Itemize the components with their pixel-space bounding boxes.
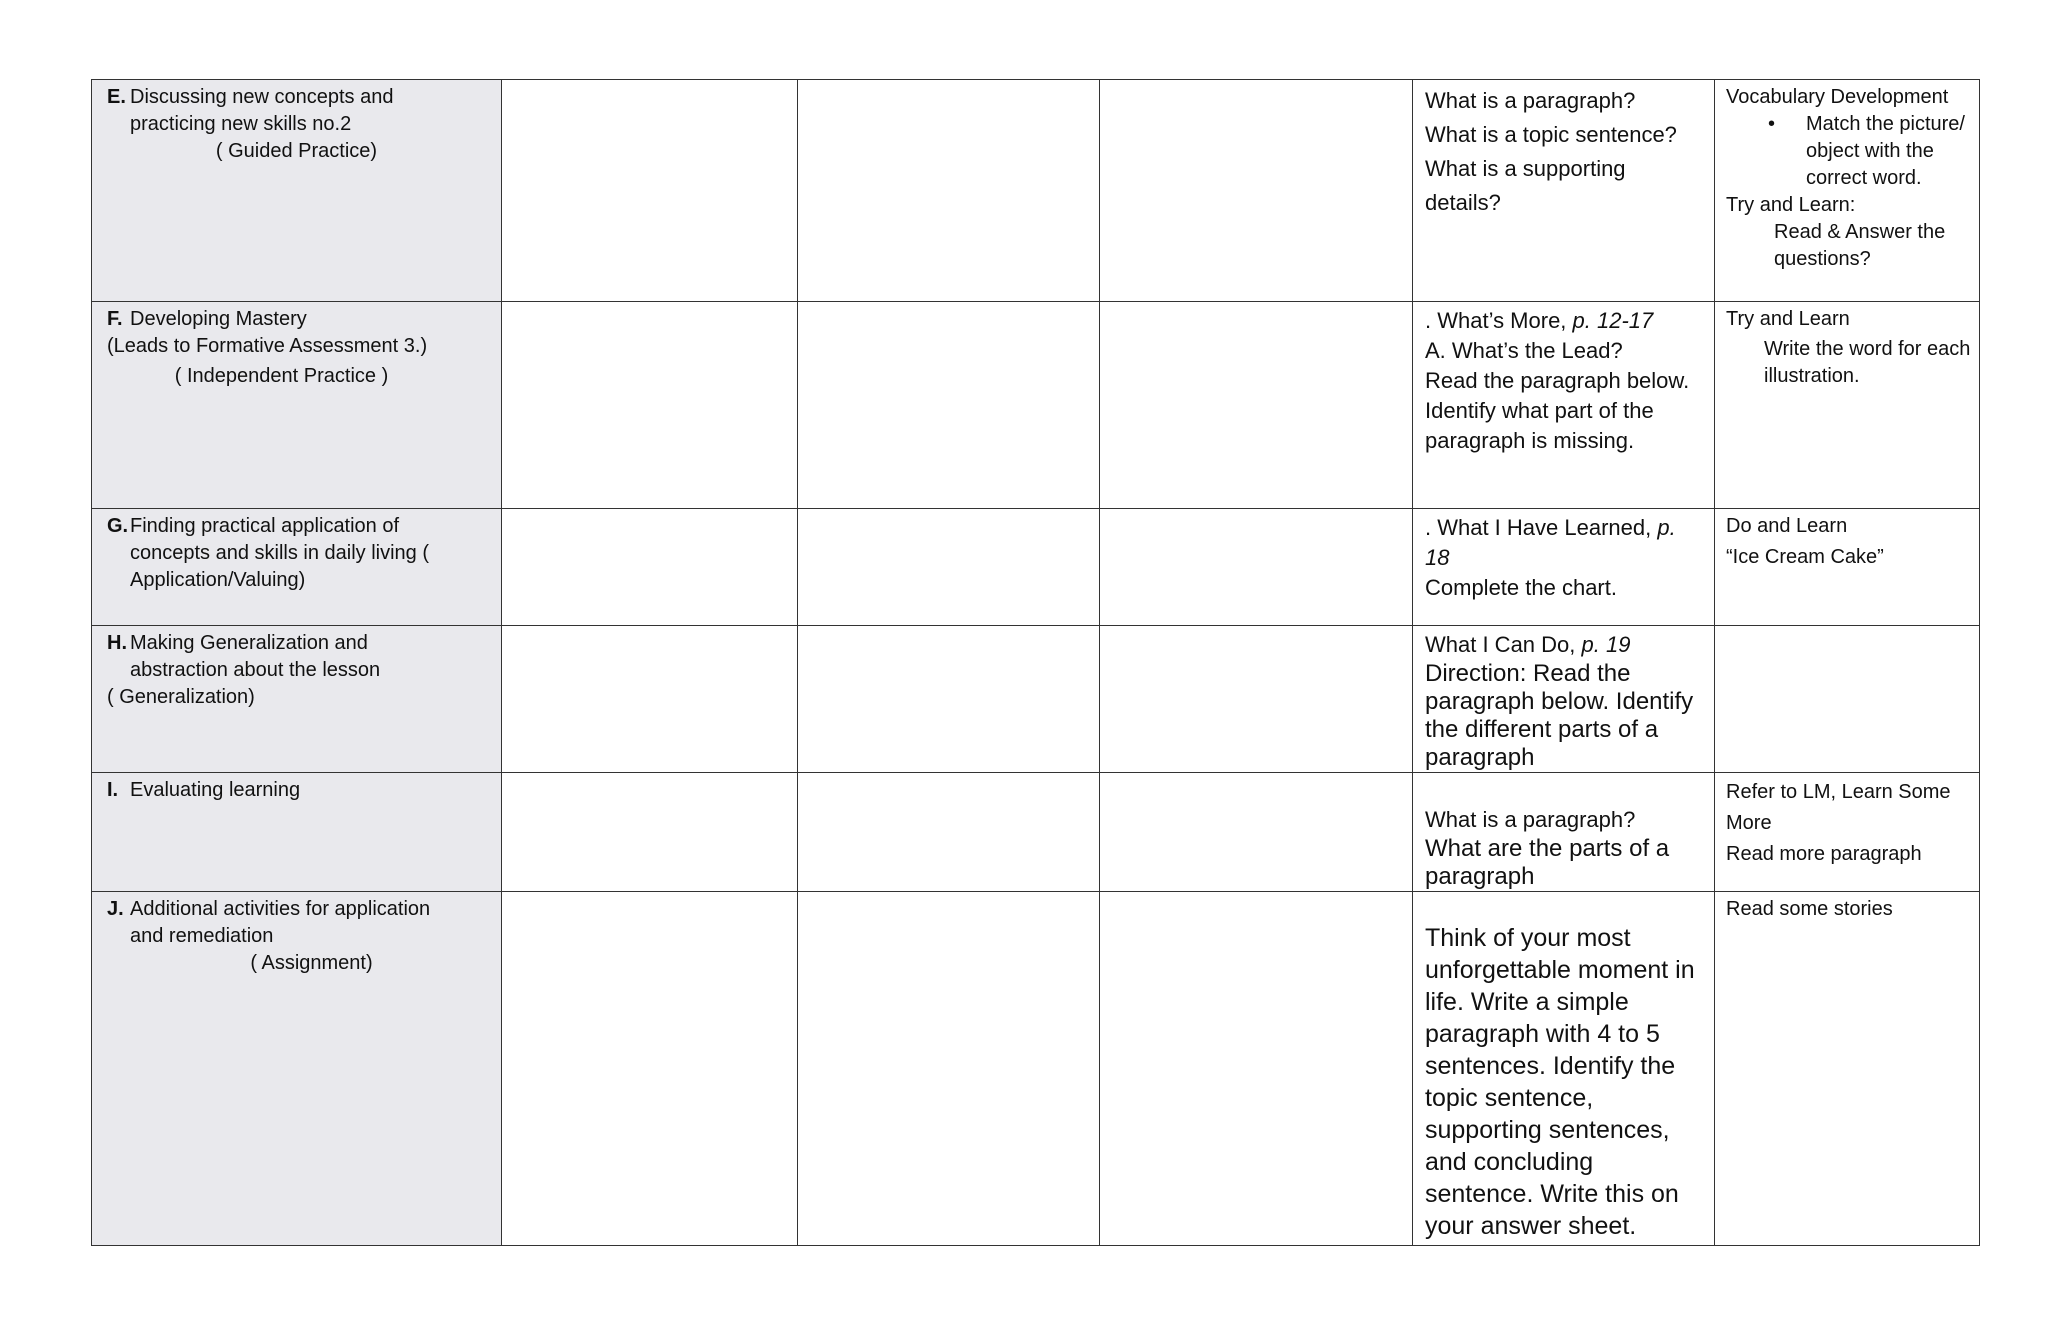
empty-cell	[502, 509, 798, 626]
notes-text: “Ice Cream Cake”	[1726, 546, 1884, 568]
notes-heading: Vocabulary Development	[1726, 86, 1949, 108]
procedure-label: Additional activities for application	[130, 898, 431, 920]
procedure-label: practicing new skills no.2	[130, 113, 352, 135]
activity-cell	[1413, 626, 1715, 773]
empty-cell	[1100, 80, 1413, 302]
empty-cell	[798, 302, 1100, 509]
procedure-label: Finding practical application of	[130, 515, 400, 537]
table-row	[92, 773, 1980, 892]
activity-text: What is a paragraph?	[1425, 807, 1636, 832]
activity-title: . What’s More, p. 12-17	[1425, 308, 1654, 333]
empty-cell	[502, 80, 798, 302]
procedure-label-cell	[92, 626, 502, 773]
activity-text: What is a topic sentence?	[1425, 122, 1677, 147]
notes-heading: Read some stories	[1726, 898, 1893, 920]
activity-text: What are the parts of a paragraph	[1425, 835, 1670, 890]
procedure-letter: E.	[107, 86, 126, 108]
empty-cell	[1100, 892, 1413, 1246]
activity-cell	[1413, 80, 1715, 302]
activity-text: Complete the chart.	[1425, 575, 1617, 600]
procedure-label: Discussing new concepts and	[130, 86, 394, 108]
table-row	[92, 302, 1980, 509]
activity-title: . What I Have Learned, p.	[1425, 515, 1676, 540]
procedure-label: ( Generalization)	[107, 686, 255, 708]
activity-cell	[1413, 302, 1715, 509]
procedure-label: and remediation	[130, 925, 274, 947]
empty-cell	[1100, 302, 1413, 509]
notes-heading: Refer to LM, Learn Some More	[1726, 781, 1951, 834]
procedure-label: ( Guided Practice)	[215, 140, 378, 162]
procedure-label: abstraction about the lesson	[130, 659, 381, 681]
procedure-label-cell	[92, 509, 502, 626]
table-row	[92, 626, 1980, 773]
activity-text: paragraph is missing.	[1425, 428, 1635, 453]
activity-cell	[1413, 509, 1715, 626]
notes-cell	[1715, 302, 1980, 509]
notes-heading: Try and Learn	[1726, 308, 1850, 330]
procedure-label-cell	[92, 302, 502, 509]
activity-cell	[1413, 892, 1715, 1246]
empty-cell	[502, 773, 798, 892]
procedure-letter: G.	[107, 515, 129, 537]
procedure-label: Application/Valuing)	[130, 569, 306, 591]
table-row	[92, 509, 1980, 626]
activity-title: What I Can Do, p. 19	[1425, 632, 1631, 657]
activity-text: What is a supporting	[1425, 156, 1626, 181]
activity-text: What is a paragraph?	[1425, 88, 1636, 113]
activity-text: Read the paragraph below.	[1425, 368, 1690, 393]
notes-cell	[1715, 80, 1980, 302]
notes-cell	[1715, 509, 1980, 626]
procedure-letter: J.	[107, 898, 124, 920]
table-row	[92, 80, 1980, 302]
table-row	[92, 892, 1980, 1246]
procedure-label-cell	[92, 773, 502, 892]
notes-heading: Do and Learn	[1726, 515, 1848, 537]
procedure-label: Developing Mastery	[130, 308, 307, 330]
procedure-label: Evaluating learning	[130, 779, 301, 801]
assignment-text: Think of your most unforgettable moment in life. Write a simple paragraph with 4 to 5 sentences. Identify the topic sentence, supporting sentences, and concluding sentence. Write this on your answer sheet.	[1425, 924, 1695, 1240]
procedure-label: Making Generalization and	[130, 632, 368, 654]
procedure-label-cell	[92, 892, 502, 1246]
procedure-letter: F.	[107, 308, 123, 330]
notes-cell	[1715, 773, 1980, 892]
empty-cell	[1100, 509, 1413, 626]
empty-cell	[798, 509, 1100, 626]
empty-cell	[502, 302, 798, 509]
notes-text: Read more paragraph	[1726, 843, 1922, 865]
procedure-label: ( Assignment)	[250, 952, 373, 974]
notes-text: Read & Answer the questions?	[1774, 221, 1946, 270]
procedure-letter: H.	[107, 632, 127, 654]
empty-cell	[798, 773, 1100, 892]
lesson-plan-table	[91, 79, 1980, 1246]
empty-cell	[798, 80, 1100, 302]
empty-cell	[798, 626, 1100, 773]
empty-cell	[798, 892, 1100, 1246]
activity-text: A. What’s the Lead?	[1425, 338, 1623, 363]
empty-cell	[502, 892, 798, 1246]
notes-heading: Try and Learn:	[1726, 194, 1856, 216]
activity-text: details?	[1425, 190, 1501, 215]
bullet-dot: •	[1768, 113, 1776, 135]
activity-text: Identify what part of the	[1425, 398, 1654, 423]
procedure-label-cell	[92, 80, 502, 302]
notes-cell	[1715, 892, 1980, 1246]
empty-cell	[1100, 626, 1413, 773]
activity-text: Direction: Read the paragraph below. Identify the different parts of a paragraph	[1425, 660, 1694, 771]
procedure-label: (Leads to Formative Assessment 3.)	[107, 335, 428, 357]
notes-text: Write the word for each illustration.	[1764, 338, 1971, 387]
empty-cell	[1100, 773, 1413, 892]
notes-bullet: • Match the picture/ object with the correct word.	[1768, 113, 1965, 189]
empty-cell	[1715, 626, 1980, 773]
procedure-label: concepts and skills in daily living (	[130, 542, 430, 564]
activity-cell	[1413, 773, 1715, 892]
procedure-letter: I.	[107, 779, 119, 801]
activity-page-ref: 18	[1425, 545, 1450, 570]
procedure-label: ( Independent Practice )	[174, 365, 389, 387]
empty-cell	[502, 626, 798, 773]
